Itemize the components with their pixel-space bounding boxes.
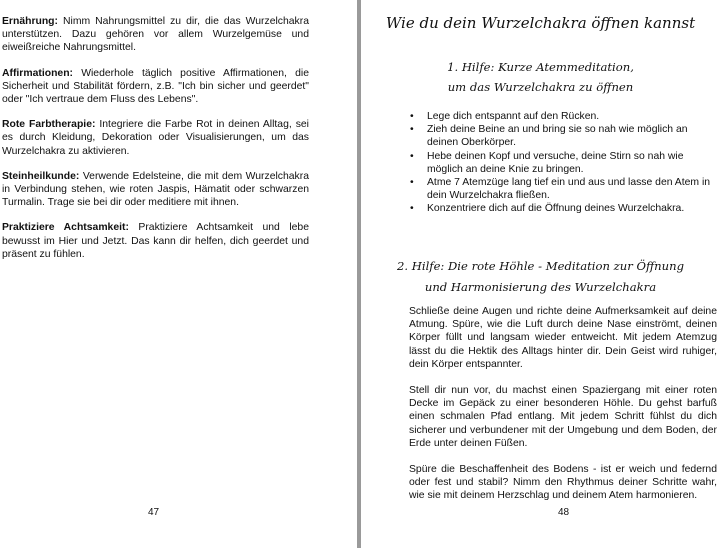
list-item-text: Zieh deine Beine an und bring sie so nah wie möglich an deinen Oberkörper. [427, 124, 688, 149]
heading-line: 1. Hilfe: Kurze Atemmeditation, [447, 60, 634, 74]
page-title: Wie du dein Wurzelchakra öffnen kannst [385, 14, 696, 32]
bullet-list [409, 110, 717, 216]
list-item [409, 150, 717, 176]
left-page [0, 0, 357, 548]
term-label: Affirmationen: [2, 67, 73, 79]
list-item-text: Atme 7 Atemzüge lang tief ein und aus und lasse den Atem in dein Wurzelchakra fließen. [427, 177, 711, 202]
paragraph: Stell dir nun vor, du machst einen Spaziergang mit einer roten Decke im Gepäck zu einer besonderen Höhle. Du gehst barfuß einen schmalen Pfad entlang. Mit jedem Schritt fühlst du dich sicherer und verbundener mit der Umgebung und dem Boden, der Erde unter deinen Füßen. [409, 385, 717, 449]
paragraph-text: Integriere die Farbe Rot in deinen Alltag, sei es durch Kleidung, Dekoration oder Visualisierungen, um das Wurzelchakra zu aktivieren. [2, 119, 309, 157]
paragraph-nutrition [2, 15, 309, 55]
bullet-icon: • [410, 177, 414, 189]
right-page-content [409, 305, 717, 516]
term-label: Ernährung: [2, 16, 58, 27]
term-label: Praktiziere Achtsamkeit: [2, 222, 129, 234]
list-item-text: Konzentriere dich auf die Öffnung deines Wurzelchakra. [427, 203, 685, 215]
term-label: Steinheilkunde: [2, 170, 80, 182]
paragraph-mindfulness [2, 221, 309, 261]
list-item [409, 202, 717, 215]
heading-line: um das Wurzelchakra zu öffnen [447, 80, 634, 94]
paragraph-gemstones [2, 170, 309, 210]
bullet-icon: • [410, 150, 414, 162]
page-number-right: 48 [558, 507, 570, 518]
bullet-icon: • [410, 203, 414, 215]
heading-line: und Harmonisierung des Wurzelchakra [424, 280, 657, 294]
paragraph-text: Wiederhole täglich positive Affirmationen, die Sicherheit und Stabilität fördern, z.B. "Ich bin sicher und geerdet" oder "Ich vertraue dem Fluss des Lebens". [2, 67, 309, 106]
paragraph-text: Verwende Edelsteine, die mit dem Wurzelchakra in Verbindung stehen, wie roten Jaspis, Hämatit oder schwarzen Turmalin. Trage sie bei dir oder meditiere mit ihnen. [2, 170, 309, 209]
section-heading-help-1 [361, 57, 720, 97]
term-label: Rote Farbtherapie: [2, 119, 96, 131]
paragraph-text: Praktiziere Achtsamkeit und lebe bewusst im Hier und Jetzt. Das kann dir helfen, dich geerdet und präsent zu fühlen. [2, 222, 309, 260]
right-page [361, 0, 720, 548]
left-page-content [2, 15, 309, 273]
paragraph-text: Nimm Nahrungsmittel zu dir, die das Wurzelchakra unterstützen. Dazu gehören vor allem Wurzelgemüse und eiweißreiche Nahrungsmittel. [2, 16, 309, 54]
paragraph-affirmations [2, 67, 309, 107]
page-number-left: 47 [148, 507, 160, 518]
list-item [409, 110, 717, 123]
paragraph-color-therapy [2, 118, 309, 158]
heading-line: 2. Hilfe: Die rote Höhle - Meditation zur Öffnung [397, 259, 684, 273]
bullet-icon: • [410, 124, 414, 136]
paragraph: Spüre die Beschaffenheit des Bodens - ist er weich und federnd oder fest und stabil? Nimm den Rhythmus deiner Schritte wahr, wie sie mit deinem Herzschlag und deinem Atem harmonieren. [409, 464, 717, 502]
paragraph: Schließe deine Augen und richte deine Aufmerksamkeit auf deine Atmung. Spüre, wie die Luft durch deine Nase einströmt, deinen Körper füllt und langsam wieder entweicht. Mit jedem Atemzug lässt du die Hektik des Alltags hinter dir. Dein Geist wird ruhiger, dein Körper entspannter. [409, 306, 717, 370]
list-item-text: Hebe deinen Kopf und versuche, deine Stirn so nah wie möglich an deine Knie zu bringen. [427, 150, 684, 175]
section-heading-help-2 [361, 256, 720, 298]
list-item-text: Lege dich entspannt auf den Rücken. [427, 111, 600, 122]
list-item [409, 123, 717, 149]
list-item [409, 176, 717, 202]
bullet-icon: • [410, 111, 414, 122]
